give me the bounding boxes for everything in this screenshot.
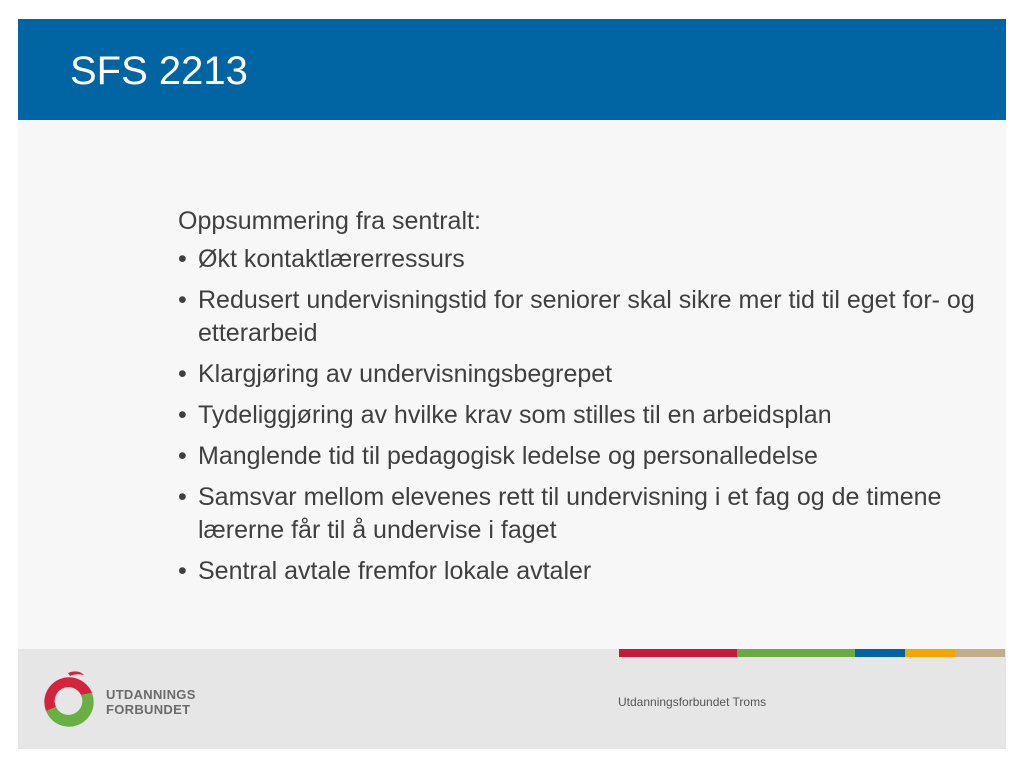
stripe-yellow <box>905 649 955 657</box>
organization-logo <box>38 667 208 731</box>
list-item <box>178 555 998 588</box>
bullet-text: Samsvar mellom elevenes rett til undervisning i et fag og de timene lærerne får til å undervise i faget <box>198 483 942 544</box>
bullet-text: Sentral avtale fremfor lokale avtaler <box>198 557 592 585</box>
logo-ring-icon <box>38 667 100 731</box>
list-item <box>178 243 998 276</box>
bullet-marker: • <box>178 286 187 314</box>
bullet-text: Redusert undervisningstid for seniorer skal sikre mer tid til eget for- og etterarbeid <box>198 286 975 347</box>
bullet-marker: • <box>178 483 187 511</box>
stripe-beige <box>955 649 1005 657</box>
stripe-blue <box>855 649 905 657</box>
logo-line-2: FORBUNDET <box>106 702 191 717</box>
slide-header <box>18 19 1006 120</box>
bullet-marker: • <box>178 557 187 585</box>
logo-swoosh <box>68 671 84 676</box>
logo-wordmark <box>106 687 196 717</box>
bullet-marker: • <box>178 401 187 429</box>
slide-title: SFS 2213 <box>70 49 248 93</box>
list-item <box>178 399 998 432</box>
bullet-text: Klargjøring av undervisningsbegrepet <box>198 360 613 388</box>
footer-organization: Utdanningsforbundet Troms <box>618 695 767 709</box>
intro-text: Oppsummering fra sentralt: <box>178 207 481 235</box>
bullet-marker: • <box>178 245 187 273</box>
bullet-marker: • <box>178 360 187 388</box>
slide-footer <box>18 649 1006 749</box>
bullet-list <box>178 243 998 588</box>
list-item <box>178 440 998 473</box>
bullet-text: Tydeliggjøring av hvilke krav som stilles til en arbeidsplan <box>198 401 832 429</box>
logo-line-1: UTDANNINGS <box>106 687 196 702</box>
bullet-marker: • <box>178 442 187 470</box>
stripe-red <box>619 649 737 657</box>
bullet-text: Økt kontaktlærerressurs <box>198 245 465 273</box>
list-item <box>178 358 998 391</box>
slide-content <box>178 205 998 596</box>
list-item <box>178 284 998 350</box>
stripe-green <box>737 649 855 657</box>
color-stripes <box>619 649 1005 657</box>
bullet-text: Manglende tid til pedagogisk ledelse og personalledelse <box>198 442 818 470</box>
list-item <box>178 481 998 547</box>
slide <box>18 19 1006 749</box>
